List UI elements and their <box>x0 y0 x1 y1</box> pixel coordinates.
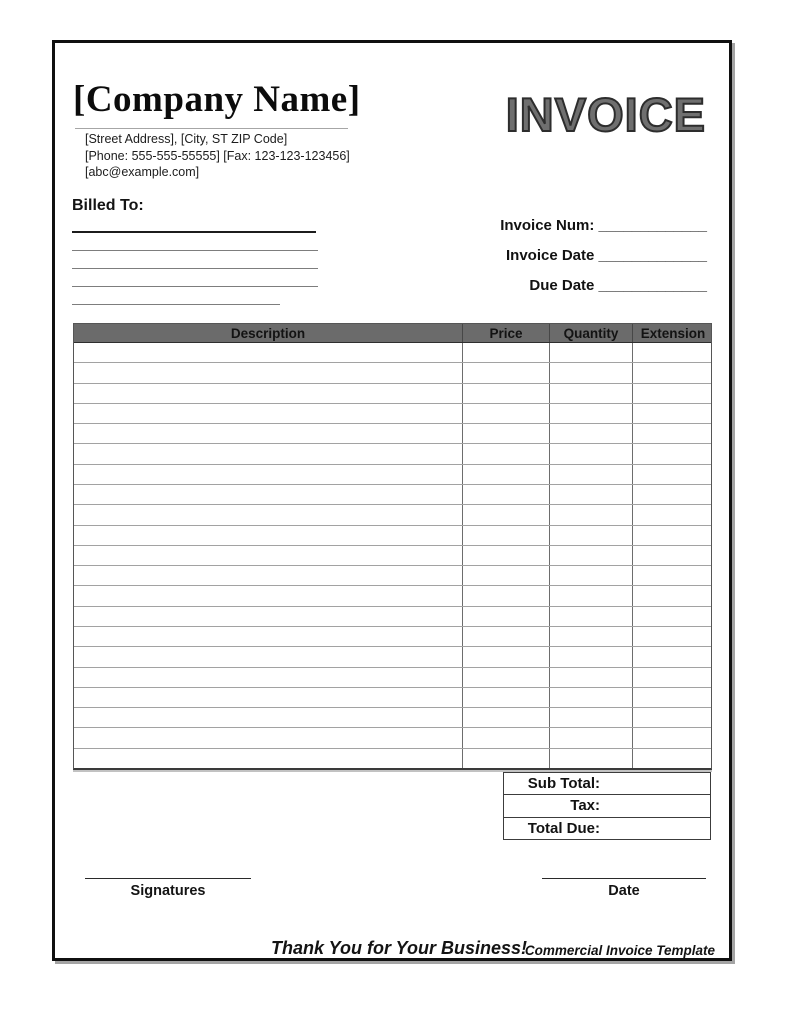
table-cell-extension[interactable] <box>632 607 713 626</box>
totals-label-tax: Tax: <box>570 797 600 815</box>
billed-to-lines <box>72 231 322 322</box>
table-cell-price[interactable] <box>462 546 549 565</box>
column-header-price: Price <box>462 324 549 342</box>
table-cell-price[interactable] <box>462 384 549 403</box>
table-cell-price[interactable] <box>462 586 549 605</box>
table-cell-quantity[interactable] <box>549 586 632 605</box>
table-cell-price[interactable] <box>462 688 549 707</box>
table-row <box>74 526 711 546</box>
table-cell-price[interactable] <box>462 526 549 545</box>
table-cell-price[interactable] <box>462 647 549 666</box>
table-row <box>74 343 711 363</box>
table-cell-description[interactable] <box>74 586 462 605</box>
table-cell-price[interactable] <box>462 668 549 687</box>
billed-to-blank-line[interactable] <box>72 304 280 305</box>
table-cell-price[interactable] <box>462 728 549 747</box>
table-cell-price[interactable] <box>462 424 549 443</box>
totals-value-blank[interactable] <box>600 795 710 816</box>
table-cell-quantity[interactable] <box>549 647 632 666</box>
table-header-row <box>74 324 711 343</box>
totals-value-blank[interactable] <box>600 818 710 839</box>
table-cell-description[interactable] <box>74 465 462 484</box>
table-cell-price[interactable] <box>462 343 549 362</box>
totals-value-blank[interactable] <box>600 773 710 794</box>
table-cell-quantity[interactable] <box>549 465 632 484</box>
table-cell-description[interactable] <box>74 404 462 423</box>
table-cell-description[interactable] <box>74 749 462 768</box>
totals-row <box>504 773 710 795</box>
table-cell-extension[interactable] <box>632 688 713 707</box>
table-cell-extension[interactable] <box>632 526 713 545</box>
table-cell-description[interactable] <box>74 546 462 565</box>
table-cell-price[interactable] <box>462 505 549 524</box>
table-cell-extension[interactable] <box>632 465 713 484</box>
company-phone-fax-line: [Phone: 555-555-55555] [Fax: 123-123-123456] <box>85 148 350 163</box>
billed-to-blank-line[interactable] <box>72 231 316 233</box>
table-row <box>74 465 711 485</box>
table-cell-quantity[interactable] <box>549 424 632 443</box>
invoice-field-blank[interactable]: _____________ <box>598 277 707 294</box>
table-row <box>74 444 711 464</box>
table-cell-quantity[interactable] <box>549 668 632 687</box>
company-name-underline <box>75 128 348 129</box>
table-row <box>74 647 711 667</box>
table-row <box>74 607 711 627</box>
table-cell-extension[interactable] <box>632 627 713 646</box>
table-row <box>74 708 711 728</box>
table-cell-extension[interactable] <box>632 343 713 362</box>
footer-thanks-message: Thank You for Your Business! <box>270 938 528 958</box>
invoice-field-blank[interactable]: _____________ <box>598 247 707 264</box>
table-cell-extension[interactable] <box>632 708 713 727</box>
billed-to-blank-line[interactable] <box>72 250 318 251</box>
signature-line[interactable] <box>85 878 251 879</box>
table-cell-price[interactable] <box>462 485 549 504</box>
table-cell-extension[interactable] <box>632 546 713 565</box>
billed-to-blank-line[interactable] <box>72 286 318 287</box>
invoice-field-label: Invoice Num: <box>500 217 599 234</box>
invoice-field-blank[interactable]: _____________ <box>598 217 707 234</box>
table-cell-extension[interactable] <box>632 485 713 504</box>
table-cell-extension[interactable] <box>632 363 713 382</box>
table-cell-price[interactable] <box>462 566 549 585</box>
table-cell-extension[interactable] <box>632 505 713 524</box>
table-cell-quantity[interactable] <box>549 728 632 747</box>
table-row <box>74 485 711 505</box>
table-cell-price[interactable] <box>462 404 549 423</box>
table-cell-price[interactable] <box>462 749 549 768</box>
table-cell-price[interactable] <box>462 708 549 727</box>
table-cell-extension[interactable] <box>632 586 713 605</box>
table-cell-description[interactable] <box>74 444 462 463</box>
date-line[interactable] <box>542 878 706 879</box>
table-cell-description[interactable] <box>74 607 462 626</box>
table-cell-description[interactable] <box>74 688 462 707</box>
table-cell-description[interactable] <box>74 363 462 382</box>
totals-label-totaldue: Total Due: <box>527 819 600 837</box>
table-cell-extension[interactable] <box>632 647 713 666</box>
company-address-line: [Street Address], [City, ST ZIP Code] <box>85 132 288 146</box>
invoice-field-row <box>500 277 707 294</box>
page-frame <box>52 40 732 961</box>
invoice-title: INVOICE <box>505 88 706 141</box>
table-cell-description[interactable] <box>74 627 462 646</box>
table-cell-extension[interactable] <box>632 384 713 403</box>
table-cell-extension[interactable] <box>632 749 713 768</box>
table-row <box>74 627 711 647</box>
invoice-field-row <box>500 247 707 264</box>
table-row <box>74 505 711 525</box>
invoice-meta-fields <box>500 217 707 307</box>
totals-label-subtotal: Sub Total: <box>527 775 600 793</box>
table-cell-quantity[interactable] <box>549 749 632 768</box>
signature-block <box>85 878 251 899</box>
table-cell-quantity[interactable] <box>549 384 632 403</box>
totals-box <box>503 772 711 840</box>
table-cell-quantity[interactable] <box>549 526 632 545</box>
table-cell-description[interactable] <box>74 647 462 666</box>
table-row <box>74 424 711 444</box>
company-email-line: [abc@example.com] <box>85 165 200 179</box>
table-cell-quantity[interactable] <box>549 566 632 585</box>
table-cell-description[interactable] <box>74 728 462 747</box>
table-row <box>74 586 711 606</box>
totals-row <box>504 795 710 817</box>
table-cell-description[interactable] <box>74 668 462 687</box>
table-cell-description[interactable] <box>74 343 462 362</box>
footer-template-name: Commercial Invoice Template <box>524 943 715 958</box>
table-cell-quantity[interactable] <box>549 627 632 646</box>
invoice-field-label: Due Date <box>529 277 599 294</box>
table-cell-quantity[interactable] <box>549 485 632 504</box>
table-row <box>74 363 711 383</box>
table-cell-quantity[interactable] <box>549 688 632 707</box>
table-row <box>74 404 711 424</box>
table-cell-description[interactable] <box>74 384 462 403</box>
table-cell-extension[interactable] <box>632 566 713 585</box>
table-row <box>74 668 711 688</box>
table-cell-quantity[interactable] <box>549 444 632 463</box>
table-row <box>74 688 711 708</box>
table-row <box>74 384 711 404</box>
column-header-description: Description <box>230 325 306 341</box>
table-cell-quantity[interactable] <box>549 343 632 362</box>
column-header-extension: Extension <box>632 324 713 342</box>
table-cell-price[interactable] <box>462 627 549 646</box>
table-cell-extension[interactable] <box>632 668 713 687</box>
company-name: [Company Name] <box>73 79 361 120</box>
totals-row <box>504 818 710 839</box>
table-cell-extension[interactable] <box>632 444 713 463</box>
table-cell-extension[interactable] <box>632 404 713 423</box>
table-cell-price[interactable] <box>462 607 549 626</box>
table-cell-quantity[interactable] <box>549 363 632 382</box>
table-cell-description[interactable] <box>74 485 462 504</box>
table-row <box>74 546 711 566</box>
table-row <box>74 566 711 586</box>
table-cell-price[interactable] <box>462 465 549 484</box>
table-cell-description[interactable] <box>74 708 462 727</box>
line-items-table <box>73 323 712 770</box>
table-cell-quantity[interactable] <box>549 404 632 423</box>
table-row <box>74 728 711 748</box>
table-cell-description[interactable] <box>74 526 462 545</box>
table-cell-price[interactable] <box>462 444 549 463</box>
table-cell-quantity[interactable] <box>549 708 632 727</box>
column-header-quantity: Quantity <box>549 324 632 342</box>
table-cell-quantity[interactable] <box>549 607 632 626</box>
invoice-field-row <box>500 217 707 234</box>
table-cell-extension[interactable] <box>632 728 713 747</box>
date-block <box>542 878 706 899</box>
date-label: Date <box>608 883 640 899</box>
table-body <box>74 343 711 768</box>
invoice-field-label: Invoice Date <box>506 247 599 264</box>
table-row <box>74 749 711 768</box>
billed-to-blank-line[interactable] <box>72 268 318 269</box>
table-cell-quantity[interactable] <box>549 505 632 524</box>
company-address <box>85 131 350 181</box>
table-cell-description[interactable] <box>74 505 462 524</box>
billed-to-label: Billed To: <box>72 197 144 214</box>
table-cell-description[interactable] <box>74 424 462 443</box>
table-cell-quantity[interactable] <box>549 546 632 565</box>
signature-label: Signatures <box>130 883 206 899</box>
table-cell-price[interactable] <box>462 363 549 382</box>
table-cell-description[interactable] <box>74 566 462 585</box>
table-cell-extension[interactable] <box>632 424 713 443</box>
